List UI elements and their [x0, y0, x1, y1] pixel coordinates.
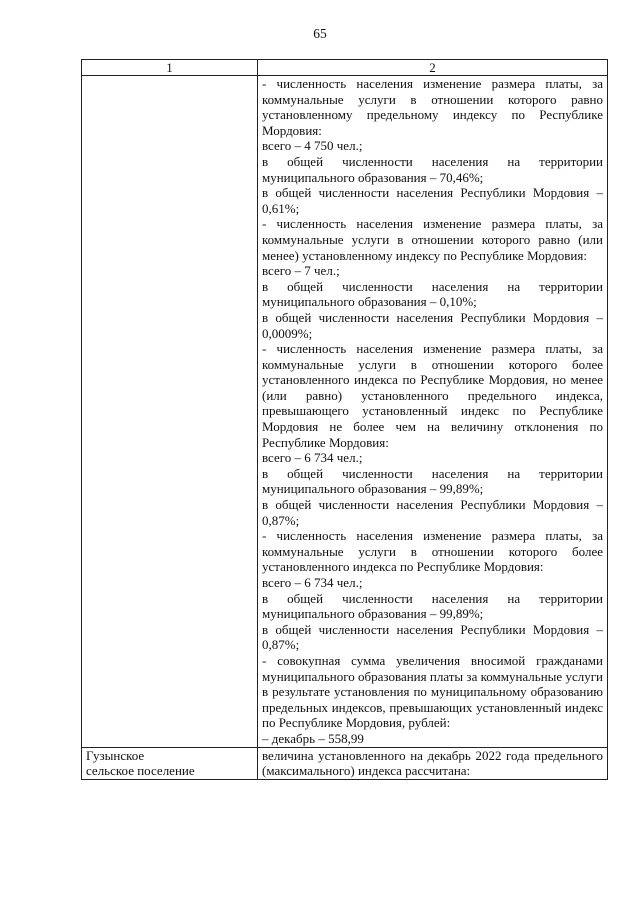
paragraph: всего – 6 734 чел.; [262, 450, 363, 466]
paragraph: - численность населения изменение размера платы, за коммунальные услуги в отношении которого равно (или менее) установленному индексу по Республике Мордовия: [262, 216, 603, 263]
table-row [82, 76, 608, 748]
row2-col2-cell [258, 747, 608, 779]
paragraph: всего – 7 чел.; [262, 263, 340, 279]
settlement-name-line: Гузынское [86, 747, 145, 763]
settlement-type-line: сельское поселение [86, 763, 195, 779]
table-row [82, 747, 608, 779]
paragraph: в общей численности населения Республики Мордовия – 0,0009%; [262, 309, 603, 341]
paragraph: - совокупная сумма увеличения вносимой гражданами муниципального образования платы за коммунальные услуги в результате установления по муниципальному образованию предельных индексов, превышающих установленный индекс по Республике Мордовия, рублей: [262, 652, 603, 731]
paragraph: в общей численности населения Республики Мордовия – 0,87%; [262, 497, 603, 528]
paragraph: величина установленного на декабрь 2022 года предельного (максимального) индекса рассчитана: [262, 747, 603, 779]
row1-col2-cell [258, 76, 608, 748]
paragraph: в общей численности населения на территории муниципального образования – 99,89%; [262, 465, 603, 497]
paragraph: в общей численности населения на территории муниципального образования – 99,89%; [262, 590, 603, 622]
paragraph: в общей численности населения на территории муниципального образования – 70,46%; [262, 153, 603, 185]
paragraph: - численность населения изменение размера платы, за коммунальные услуги в отношении которого более установленного индекса по Республике Мордовия: [262, 528, 603, 575]
paragraph: всего – 4 750 чел.; [262, 138, 363, 154]
paragraph: в общей численности населения Республики Мордовия – 0,61%; [262, 185, 603, 216]
paragraph: – декабрь – 558,99 [262, 730, 364, 746]
column-header-2: 2 [258, 60, 608, 76]
row1-col1-cell [82, 76, 258, 748]
row2-col1-cell [82, 747, 258, 779]
document-table [81, 59, 608, 780]
paragraph: всего – 6 734 чел.; [262, 575, 363, 590]
table-header-row [82, 60, 608, 76]
paragraph: - численность населения изменение размера платы, за коммунальные услуги в отношении которого более установленного индекса по Республике Мордовия, но менее (или равно) установленного предельного индекса, превышающего установленный индекс по Республике Мордовия не более чем на величину отклонения по Республике Мордовия: [262, 341, 603, 450]
column-header-1: 1 [82, 60, 258, 76]
paragraph: в общей численности населения Республики Мордовия – 0,87%; [262, 621, 603, 653]
page-number: 65 [313, 26, 327, 41]
paragraph: - численность населения изменение размера платы, за коммунальные услуги в отношении которого равно установленному предельному индексу по Республике Мордовия: [262, 76, 603, 138]
paragraph: в общей численности населения на территории муниципального образования – 0,10%; [262, 278, 603, 310]
